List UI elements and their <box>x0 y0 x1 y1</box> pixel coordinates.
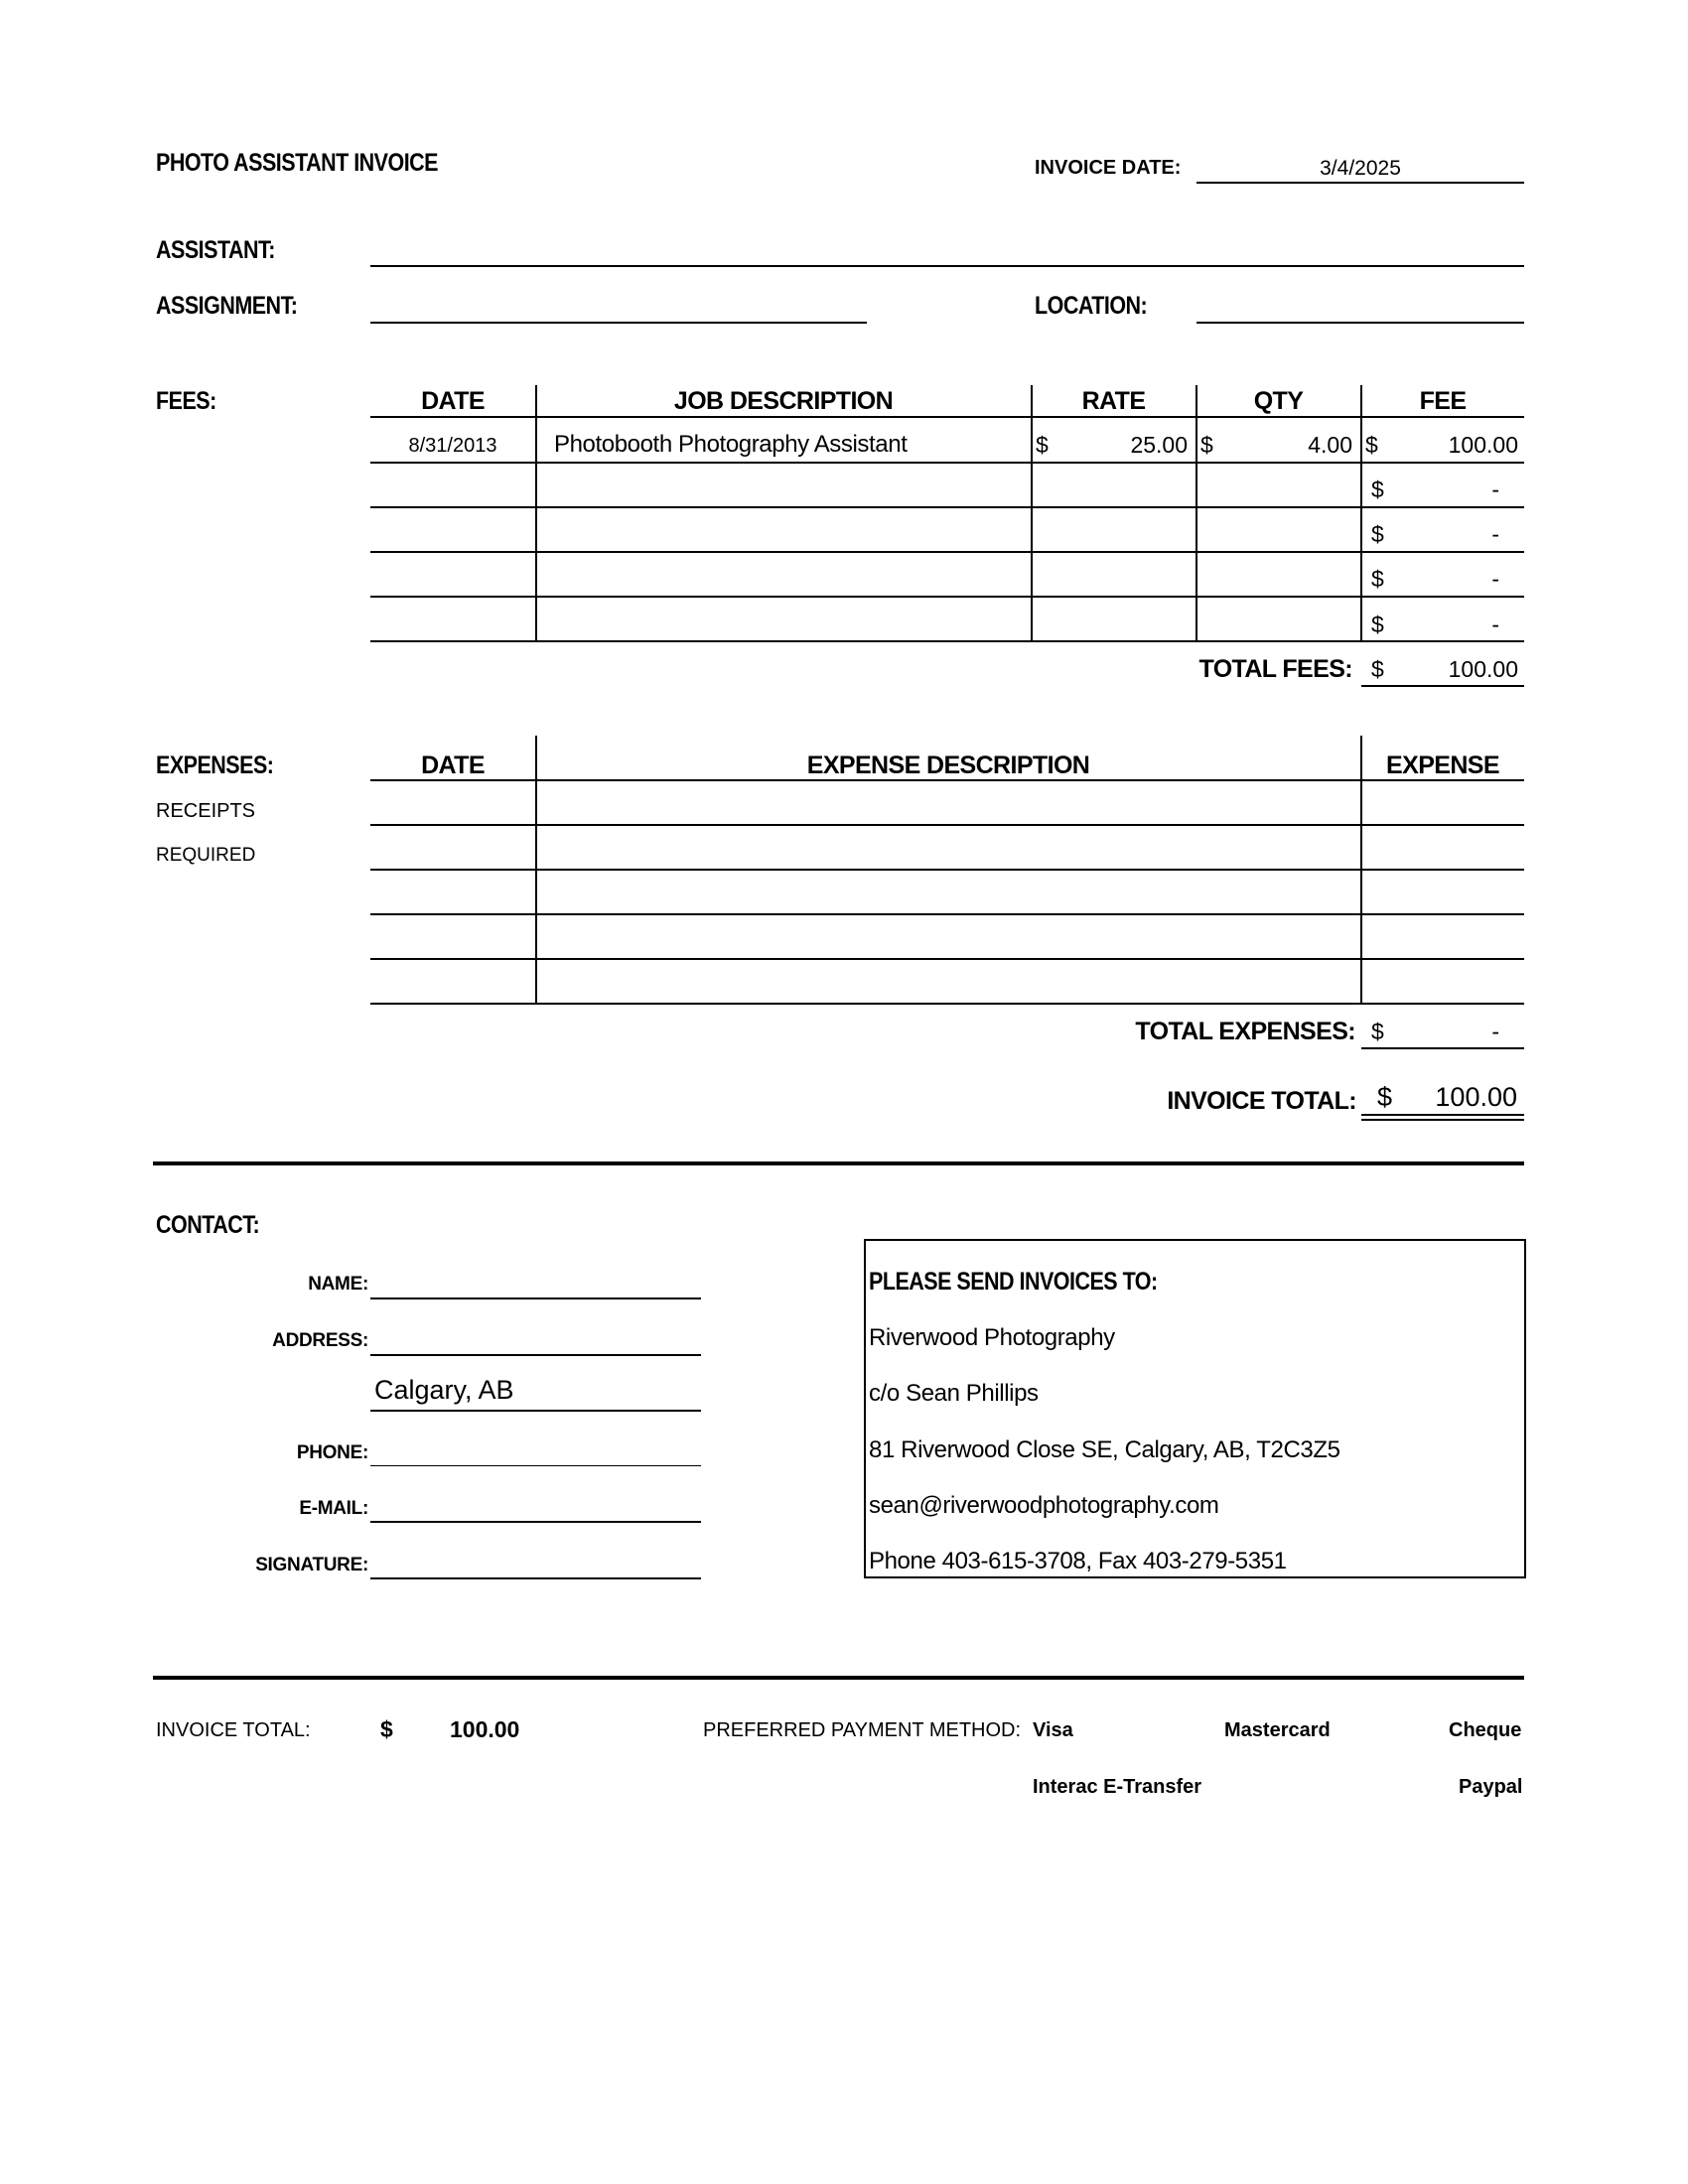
footer-total-currency: $ <box>380 1716 393 1742</box>
invoice-date-label: INVOICE DATE: <box>1035 157 1182 179</box>
invoice-date-line <box>1196 182 1524 184</box>
fees-row-line <box>370 640 1524 642</box>
payment-visa[interactable]: Visa <box>1033 1719 1073 1741</box>
fees-header-line <box>370 416 1524 418</box>
invoice-total-line <box>1361 1114 1524 1116</box>
payment-interac[interactable]: Interac E-Transfer <box>1033 1776 1202 1798</box>
assistant-label: ASSISTANT: <box>156 236 275 264</box>
fees-divider <box>1031 385 1033 642</box>
total-expenses-value: - <box>1491 1019 1499 1044</box>
fees-row-fee: - <box>1491 612 1499 637</box>
address-field[interactable] <box>370 1354 701 1356</box>
expenses-row-line <box>370 958 1524 960</box>
signature-label: SIGNATURE: <box>255 1555 368 1575</box>
expenses-row-line <box>370 1003 1524 1005</box>
location-label: LOCATION: <box>1035 292 1148 320</box>
invoice-title: PHOTO ASSISTANT INVOICE <box>156 149 438 177</box>
phone-field[interactable] <box>370 1465 701 1466</box>
send-to-line: Phone 403-615-3708, Fax 403-279-5351 <box>869 1548 1287 1574</box>
expenses-header-line <box>370 779 1524 781</box>
total-fees-value: 100.00 <box>1448 656 1518 682</box>
fees-row-fee-currency: $ <box>1365 432 1378 458</box>
expenses-col-expense: EXPENSE <box>1386 751 1499 779</box>
expenses-row-line <box>370 869 1524 871</box>
footer-total-label: INVOICE TOTAL: <box>156 1719 311 1741</box>
fees-col-qty: QTY <box>1253 387 1304 415</box>
payment-cheque[interactable]: Cheque <box>1449 1719 1522 1741</box>
send-to-email[interactable]: sean@riverwoodphotography.com <box>869 1492 1219 1519</box>
send-invoices-heading: PLEASE SEND INVOICES TO: <box>869 1268 1158 1296</box>
expenses-col-date: DATE <box>421 751 485 779</box>
total-fees-currency: $ <box>1371 656 1384 682</box>
fees-row-fee-currency: $ <box>1371 477 1384 502</box>
invoice-total-label: INVOICE TOTAL: <box>1167 1087 1356 1115</box>
invoice-date-value[interactable]: 3/4/2025 <box>1320 157 1401 180</box>
fees-row-fee: - <box>1491 566 1499 592</box>
fees-row-line <box>370 596 1524 598</box>
payment-method-label: PREFERRED PAYMENT METHOD: <box>703 1719 1022 1741</box>
fees-row-fee: - <box>1491 521 1499 547</box>
fees-divider <box>1196 385 1197 642</box>
send-to-line: Riverwood Photography <box>869 1324 1115 1351</box>
total-fees-label: TOTAL FEES: <box>1198 655 1352 683</box>
section-divider <box>153 1676 1524 1680</box>
location-field[interactable] <box>1196 322 1524 324</box>
email-field[interactable] <box>370 1521 701 1523</box>
footer-total-value: 100.00 <box>450 1716 520 1742</box>
address-line2-field <box>370 1410 701 1412</box>
fees-row-qty[interactable]: 4.00 <box>1308 432 1352 458</box>
fees-row-line <box>370 462 1524 464</box>
fees-row-rate[interactable]: 25.00 <box>1130 432 1188 458</box>
invoice-total-currency: $ <box>1377 1082 1393 1112</box>
total-expenses-line <box>1361 1047 1524 1049</box>
invoice-total-value: 100.00 <box>1435 1082 1517 1112</box>
required-note: REQUIRED <box>156 845 256 866</box>
fees-col-date: DATE <box>421 387 485 415</box>
receipts-note: RECEIPTS <box>156 800 256 822</box>
fees-divider <box>1360 385 1362 642</box>
payment-paypal[interactable]: Paypal <box>1459 1776 1523 1798</box>
fees-col-description: JOB DESCRIPTION <box>673 387 894 415</box>
assignment-label: ASSIGNMENT: <box>156 292 298 320</box>
address-line2[interactable]: Calgary, AB <box>374 1375 514 1405</box>
assistant-field[interactable] <box>370 265 1524 267</box>
name-field[interactable] <box>370 1297 701 1299</box>
expenses-row-line <box>370 824 1524 826</box>
fees-divider <box>535 385 537 642</box>
fees-row-rate-currency: $ <box>1036 432 1049 458</box>
fees-row-fee: - <box>1491 477 1499 502</box>
expenses-label: EXPENSES: <box>156 751 274 779</box>
expenses-row-line <box>370 913 1524 915</box>
send-invoices-box <box>864 1239 1526 1578</box>
total-fees-line <box>1361 685 1524 687</box>
send-to-line: c/o Sean Phillips <box>869 1380 1039 1407</box>
total-expenses-currency: $ <box>1371 1019 1384 1044</box>
section-divider <box>153 1161 1524 1165</box>
payment-mastercard[interactable]: Mastercard <box>1224 1719 1331 1741</box>
send-to-line: 81 Riverwood Close SE, Calgary, AB, T2C3Z5 <box>869 1436 1340 1463</box>
expenses-col-description: EXPENSE DESCRIPTION <box>806 751 1090 779</box>
fees-row-qty-currency: $ <box>1200 432 1213 458</box>
fees-col-fee: FEE <box>1419 387 1467 415</box>
fees-row-fee-currency: $ <box>1371 612 1384 637</box>
phone-label: PHONE: <box>296 1442 368 1463</box>
fees-row-fee: 100.00 <box>1448 432 1518 458</box>
fees-row-fee-currency: $ <box>1371 521 1384 547</box>
email-label: E-MAIL: <box>299 1498 368 1519</box>
fees-row-date[interactable]: 8/31/2013 <box>408 435 497 457</box>
fees-col-rate: RATE <box>1081 387 1146 415</box>
fees-row-description[interactable]: Photobooth Photography Assistant <box>554 431 908 458</box>
signature-field[interactable] <box>370 1577 701 1579</box>
fees-row-fee-currency: $ <box>1371 566 1384 592</box>
assignment-field[interactable] <box>370 322 867 324</box>
fees-row-line <box>370 551 1524 553</box>
contact-label: CONTACT: <box>156 1211 260 1239</box>
total-expenses-label: TOTAL EXPENSES: <box>1135 1018 1355 1045</box>
fees-label: FEES: <box>156 387 216 415</box>
address-label: ADDRESS: <box>272 1330 368 1351</box>
name-label: NAME: <box>308 1274 368 1295</box>
fees-row-line <box>370 506 1524 508</box>
invoice-total-line <box>1361 1119 1524 1121</box>
